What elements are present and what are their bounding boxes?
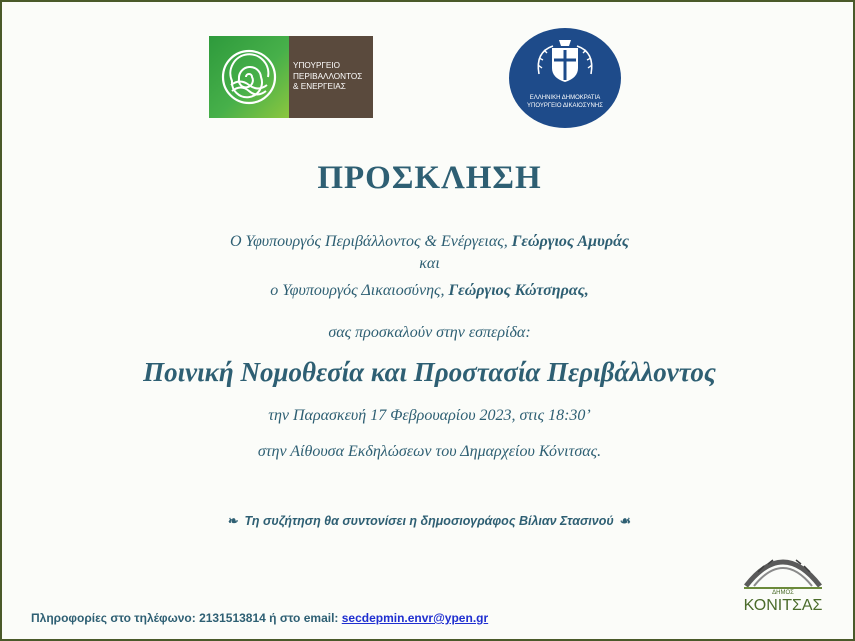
- contact-info: Πληροφορίες στο τηλέφωνο: 2131513814 ή στο email: secdepmin.envr@ypen.gr: [31, 611, 489, 625]
- municipality-logo: ΔΗΜΟΣ ΚΟΝΙΤΣΑΣ: [740, 542, 826, 617]
- host-name-2: Γεώργιος Κώτσηρας,: [448, 282, 589, 299]
- fleuron-right-icon: ☙: [619, 514, 631, 528]
- invite-line: σας προσκαλούν στην εσπερίδα:: [328, 324, 531, 341]
- date-line: την Παρασκευή 17 Φεβρουαρίου 2023, στις 18:30’: [268, 407, 591, 424]
- ministry-environment-logo: [209, 36, 373, 118]
- moderator-line: ❧ Τη συζήτηση θα συντονίσει η δημοσιογράφος Βίλιαν Στασινού ☙: [228, 514, 631, 528]
- fleuron-left-icon: ❧: [228, 514, 239, 528]
- venue-line: στην Αίθουσα Εκδηλώσεων του Δημαρχείου Κόνιτσας.: [257, 443, 602, 460]
- and-word: και: [419, 255, 440, 272]
- host-line-1: Ο Υφυπουργός Περιβάλλοντος & Ενέργειας, Γεώργιος Αμυράς: [229, 233, 630, 250]
- host-line-2: ο Υφυπουργός Δικαιοσύνης, Γεώργιος Κώτσηρας,: [270, 282, 589, 299]
- ministry-environment-name: ΥΠΟΥΡΓΕΙΟ ΠΕΡΙΒΑΛΛΟΝΤΟΣ & ΕΝΕΡΓΕΙΑΣ: [289, 36, 373, 118]
- event-title: Ποινική Νομοθεσία και Προστασία Περιβάλλοντος: [143, 357, 716, 387]
- page-title: ΠΡΟΣΚΛΗΣΗ: [317, 160, 542, 196]
- ministry-justice-seal: [509, 28, 621, 128]
- spiral-emblem-icon: [209, 36, 289, 118]
- greek-coat-of-arms-icon: [538, 40, 592, 82]
- stone-bridge-icon: [744, 560, 822, 588]
- host-name-1: Γεώργιος Αμυράς: [511, 233, 630, 250]
- ministry-justice-name: ΕΛΛΗΝΙΚΗ ΔΗΜΟΚΡΑΤΙΑ ΥΠΟΥΡΓΕΙΟ ΔΙΚΑΙΟΣΥΝΗΣ: [527, 95, 603, 109]
- email-link[interactable]: secdepmin.envr@ypen.gr: [341, 611, 489, 625]
